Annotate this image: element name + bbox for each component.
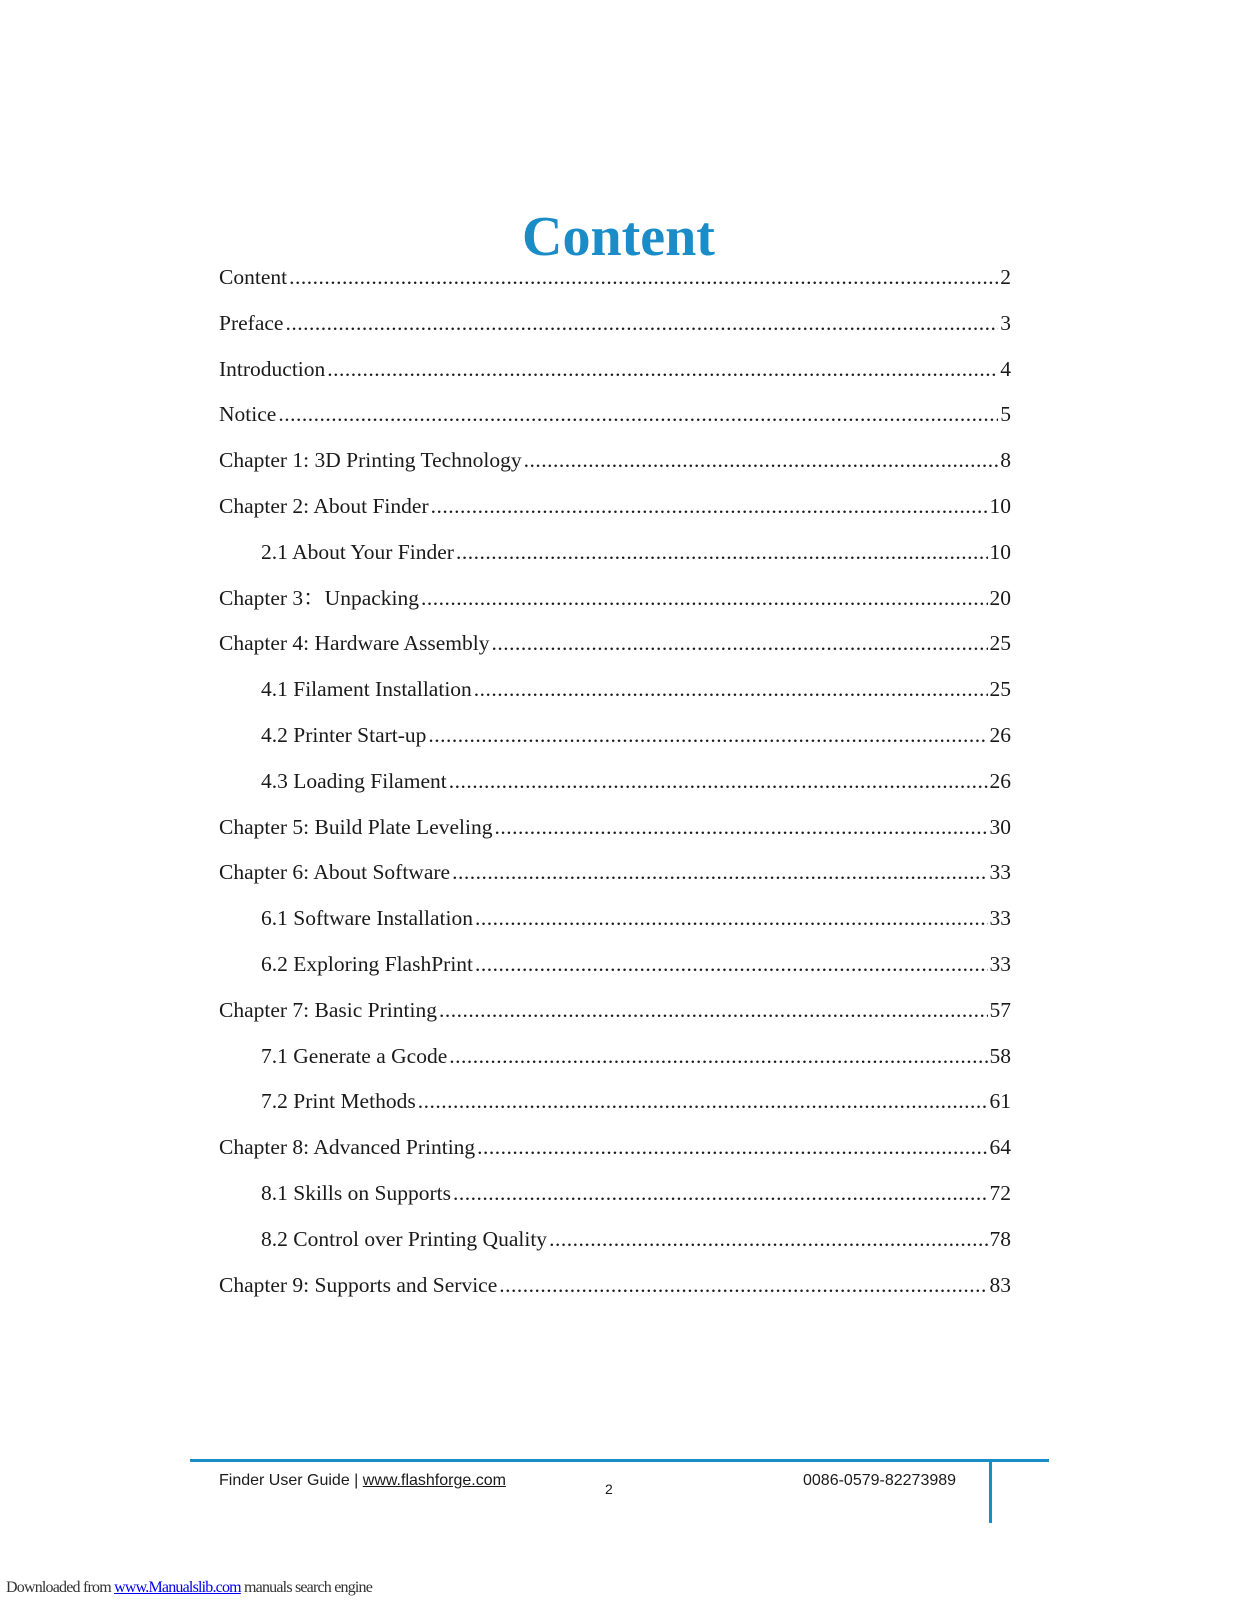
toc-dot-leader (474, 667, 988, 713)
toc-dot-leader (449, 1034, 987, 1080)
toc-entry-title: Chapter 6: About Software (219, 860, 451, 885)
toc-dot-leader (449, 759, 988, 805)
toc-entry[interactable] (219, 438, 1011, 484)
toc-entry-page: 20 (989, 585, 1011, 610)
toc-dot-leader (456, 530, 988, 576)
toc-entry-title: Preface (219, 310, 284, 335)
toc-entry[interactable] (219, 942, 1011, 988)
toc-entry[interactable] (219, 1217, 1011, 1263)
toc-entry-title: 7.2 Print Methods (261, 1089, 416, 1114)
toc-entry-page: 33 (989, 906, 1011, 931)
toc-entry-page: 58 (989, 1043, 1011, 1068)
toc-dot-leader (289, 255, 998, 301)
toc-entry-page: 25 (989, 677, 1011, 702)
toc-entry[interactable] (219, 988, 1011, 1034)
toc-entry-title: 6.2 Exploring FlashPrint (261, 951, 474, 976)
toc-entry[interactable] (219, 347, 1011, 393)
toc-entry-title: Chapter 2: About Finder (219, 493, 429, 518)
toc-entry-title: Chapter 1: 3D Printing Technology (219, 448, 522, 473)
toc-entry-page: 33 (989, 860, 1011, 885)
manualslib-link[interactable]: www.Manualslib.com (114, 1579, 241, 1596)
toc-entry[interactable] (219, 255, 1011, 301)
toc-entry[interactable] (219, 667, 1011, 713)
toc-entry-page: 72 (989, 1180, 1011, 1205)
toc-entry[interactable] (219, 713, 1011, 759)
footer-guide-text: Finder User Guide | (219, 1472, 363, 1489)
toc-dot-leader (327, 347, 998, 393)
toc-entry-title: Introduction (219, 356, 326, 381)
toc-entry-title: Chapter 3：Unpacking (219, 585, 420, 610)
toc-entry[interactable] (219, 805, 1011, 851)
toc-dot-leader (452, 850, 987, 896)
toc-entry-title: 7.1 Generate a Gcode (261, 1043, 448, 1068)
toc-dot-leader (499, 1263, 987, 1309)
toc-entry-title: Chapter 9: Supports and Service (219, 1272, 498, 1297)
toc-dot-leader (428, 713, 987, 759)
toc-entry-page: 57 (989, 997, 1011, 1022)
download-prefix: Downloaded from (6, 1579, 115, 1596)
toc-dot-leader (278, 392, 998, 438)
toc-entry-page: 61 (989, 1089, 1011, 1114)
toc-entry-title: Chapter 7: Basic Printing (219, 997, 437, 1022)
toc-entry-page: 8 (1000, 448, 1011, 473)
toc-entry-title: 8.1 Skills on Supports (261, 1180, 451, 1205)
toc-entry-title: 6.1 Software Installation (261, 906, 473, 931)
toc-entry-title: Chapter 5: Build Plate Leveling (219, 814, 493, 839)
footer-website-link[interactable]: www.flashforge.com (362, 1472, 506, 1489)
toc-dot-leader (439, 988, 988, 1034)
footer-divider (190, 1459, 1049, 1462)
toc-dot-leader (285, 301, 998, 347)
toc-dot-leader (418, 1079, 988, 1125)
download-suffix: manuals search engine (240, 1579, 373, 1596)
toc-entry-title: 8.2 Control over Printing Quality (261, 1226, 548, 1251)
toc-entry[interactable] (219, 301, 1011, 347)
toc-entry-page: 78 (989, 1226, 1011, 1251)
toc-entry-title: 4.3 Loading Filament (261, 768, 447, 793)
toc-entry[interactable] (219, 621, 1011, 667)
toc-entry[interactable] (219, 392, 1011, 438)
toc-entry-title: 4.2 Printer Start-up (261, 722, 427, 747)
toc-entry-page: 33 (989, 951, 1011, 976)
toc-entry[interactable] (219, 1034, 1011, 1080)
toc-dot-leader (494, 805, 987, 851)
toc-dot-leader (475, 942, 987, 988)
toc-entry-page: 26 (989, 768, 1011, 793)
toc-dot-leader (421, 576, 987, 622)
toc-entry-title: Content (219, 265, 288, 289)
toc-entry[interactable] (219, 576, 1011, 622)
page-title: Content (522, 205, 715, 268)
toc-dot-leader (477, 1125, 987, 1171)
footer-phone: 0086-0579-82273989 (803, 1472, 957, 1489)
footer-page-number: 2 (605, 1481, 613, 1497)
footer-vertical-divider (989, 1459, 992, 1523)
toc-entry[interactable] (219, 759, 1011, 805)
toc-entry-title: Chapter 8: Advanced Printing (219, 1135, 476, 1160)
toc-entry-page: 10 (989, 539, 1011, 564)
toc-dot-leader (524, 438, 999, 484)
toc-entry-page: 25 (989, 631, 1011, 656)
toc-entry-page: 64 (989, 1135, 1011, 1160)
toc-entry[interactable] (219, 530, 1011, 576)
toc-entry-page: 3 (1000, 310, 1011, 335)
toc-entry-title: 2.1 About Your Finder (261, 539, 454, 564)
toc-entry[interactable] (219, 1171, 1011, 1217)
toc-entry-page: 30 (989, 814, 1011, 839)
toc-entry-page: 10 (989, 493, 1011, 518)
toc-entry[interactable] (219, 1263, 1011, 1309)
toc-entry[interactable] (219, 850, 1011, 896)
toc-entry-page: 83 (989, 1272, 1011, 1297)
toc-entry-title: Notice (219, 402, 277, 427)
toc-entry-title: Chapter 4: Hardware Assembly (219, 631, 490, 656)
toc-entry-page: 2 (1000, 265, 1011, 289)
toc-entry-page: 26 (989, 722, 1011, 747)
toc-entry[interactable] (219, 484, 1011, 530)
toc-entry-title: 4.1 Filament Installation (261, 677, 472, 702)
toc-dot-leader (549, 1217, 987, 1263)
toc-dot-leader (491, 621, 987, 667)
download-attribution (6, 1579, 372, 1597)
table-of-contents (219, 255, 1011, 1308)
toc-dot-leader (453, 1171, 988, 1217)
toc-dot-leader (431, 484, 988, 530)
toc-entry-page: 5 (1000, 402, 1011, 427)
toc-entry[interactable] (219, 1125, 1011, 1171)
toc-entry-page: 4 (1000, 356, 1011, 381)
toc-dot-leader (475, 896, 988, 942)
toc-entry[interactable] (219, 1079, 1011, 1125)
toc-entry[interactable] (219, 896, 1011, 942)
footer-guide-label (219, 1472, 506, 1490)
